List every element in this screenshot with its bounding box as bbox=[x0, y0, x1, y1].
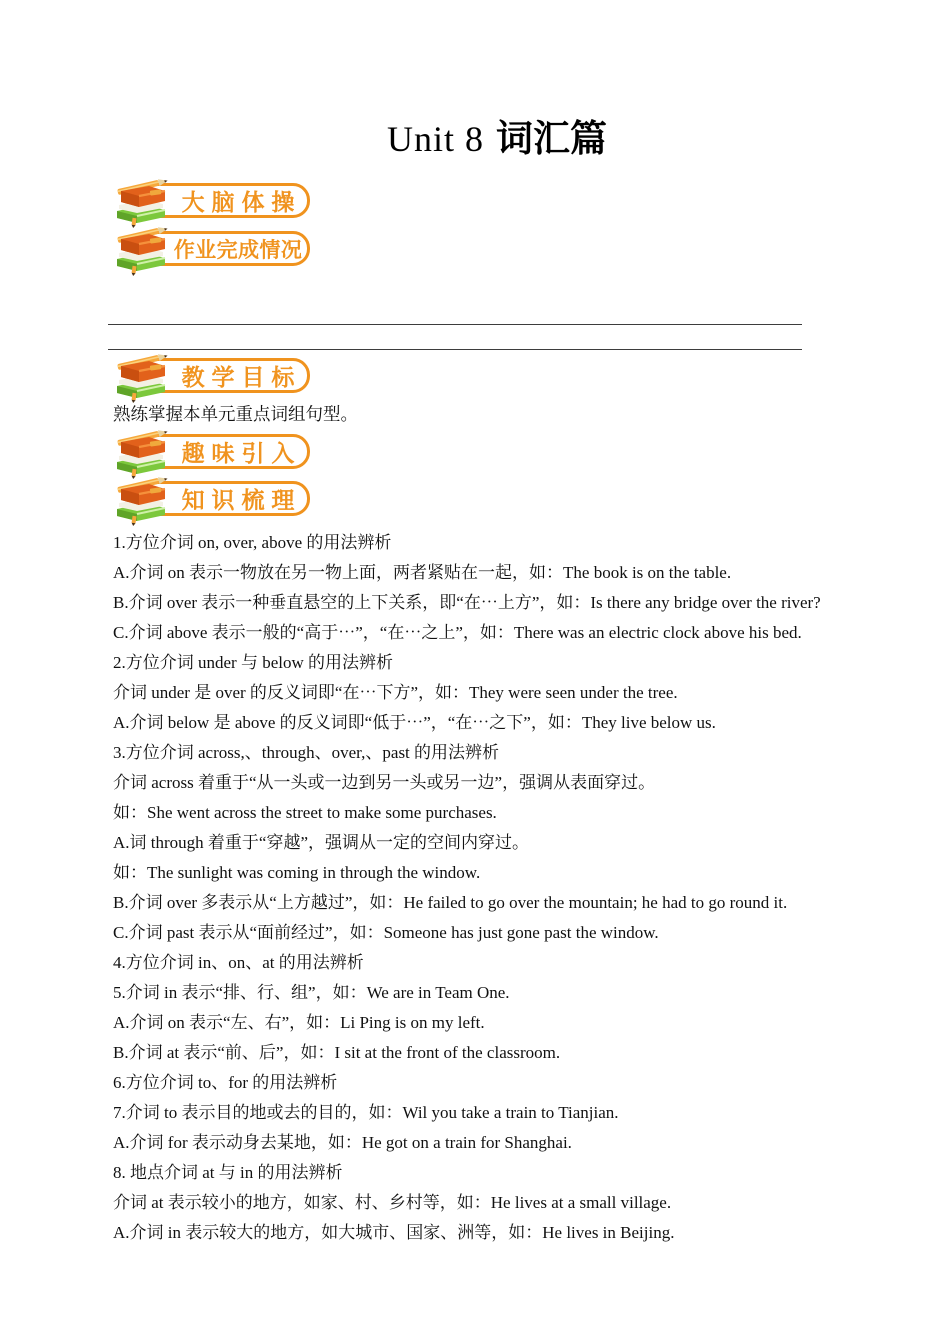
content-line: 1.方位介词 on, over, above 的用法辨析 bbox=[113, 533, 392, 552]
objective-text: 熟练掌握本单元重点词组句型。 bbox=[113, 404, 358, 424]
content-line: A.词 through 着重于“穿越”，强调从一定的空间内穿过。 bbox=[113, 833, 530, 852]
section-badge bbox=[112, 474, 432, 526]
content-line: A.介词 on 表示“左、右”，如：Li Ping is on my left. bbox=[113, 1013, 485, 1032]
content-line: 3.方位介词 across,、through、over,、past 的用法辨析 bbox=[113, 743, 500, 762]
content-line: B.介词 over 多表示从“上方越过”，如：He failed to go over the mountain; he had to go round it. bbox=[113, 893, 788, 912]
content-line: A.介词 below 是 above 的反义词即“低于⋯”，“在⋯之下”，如：They live below us. bbox=[113, 713, 716, 732]
content-line: 介词 at 表示较小的地方，如家、村、乡村等，如：He lives at a small village. bbox=[113, 1193, 672, 1212]
content-line: 6.方位介词 to、for 的用法辨析 bbox=[113, 1073, 338, 1092]
content-line: 如：She went across the street to make some purchases. bbox=[113, 803, 497, 822]
page-title bbox=[22, 108, 950, 162]
content-line: A.介词 in 表示较大的地方，如大城市、国家、洲等，如：He lives in Beijing. bbox=[113, 1223, 675, 1242]
section-badge bbox=[112, 176, 432, 228]
title-english: Unit 8 bbox=[386, 119, 484, 159]
books-pencil-icon bbox=[112, 176, 172, 228]
badge-label: 教学目标 bbox=[181, 364, 302, 390]
title-chinese: 词汇篇 bbox=[496, 118, 607, 159]
content-line: A.介词 on 表示一物放在另一物上面，两者紧贴在一起，如：The book is on the table. bbox=[113, 563, 732, 582]
content-line: A.介词 for 表示动身去某地，如：He got on a train for Shanghai. bbox=[113, 1133, 572, 1152]
content-line: B.介词 over 表示一种垂直悬空的上下关系，即“在⋯上方”，如：Is there any bridge over the river? bbox=[113, 593, 821, 612]
content-line: 7.介词 to 表示目的地或去的目的，如：Wil you take a train to Tianjian. bbox=[113, 1103, 619, 1122]
section-badge bbox=[112, 351, 432, 403]
section-badge bbox=[112, 224, 432, 276]
content-line: 介词 across 着重于“从一头或一边到另一头或另一边”，强调从表面穿过。 bbox=[113, 773, 656, 792]
books-pencil-icon bbox=[112, 351, 172, 403]
content-line: C.介词 past 表示从“面前经过”，如：Someone has just gone past the window. bbox=[113, 923, 659, 942]
books-pencil-icon bbox=[112, 474, 172, 526]
books-pencil-icon bbox=[112, 224, 172, 276]
content-line: 5.介词 in 表示“排、行、组”，如：We are in Team One. bbox=[113, 983, 510, 1002]
content-line: 介词 under 是 over 的反义词即“在⋯下方”，如：They were seen under the tree. bbox=[113, 683, 678, 702]
answer-blank-line bbox=[108, 324, 802, 325]
badge-label: 知识梳理 bbox=[181, 487, 302, 513]
badge-label: 大脑体操 bbox=[181, 189, 302, 215]
badge-label: 趣味引入 bbox=[181, 440, 302, 466]
section-badge bbox=[112, 427, 432, 479]
badge-label: 作业完成情况 bbox=[173, 238, 303, 262]
content-line: 4.方位介词 in、on、at 的用法辨析 bbox=[113, 953, 364, 972]
content-line: 如：The sunlight was coming in through the window. bbox=[113, 863, 481, 882]
content-line: 8. 地点介词 at 与 in 的用法辨析 bbox=[113, 1163, 343, 1182]
books-pencil-icon bbox=[112, 427, 172, 479]
answer-blank-line bbox=[108, 349, 802, 350]
content-line: B.介词 at 表示“前、后”，如：I sit at the front of the classroom. bbox=[113, 1043, 561, 1062]
content-line: C.介词 above 表示一般的“高于⋯”，“在⋯之上”，如：There was an electric clock above his bed. bbox=[113, 623, 802, 642]
knowledge-content bbox=[113, 528, 913, 1248]
content-line: 2.方位介词 under 与 below 的用法辨析 bbox=[113, 653, 394, 672]
